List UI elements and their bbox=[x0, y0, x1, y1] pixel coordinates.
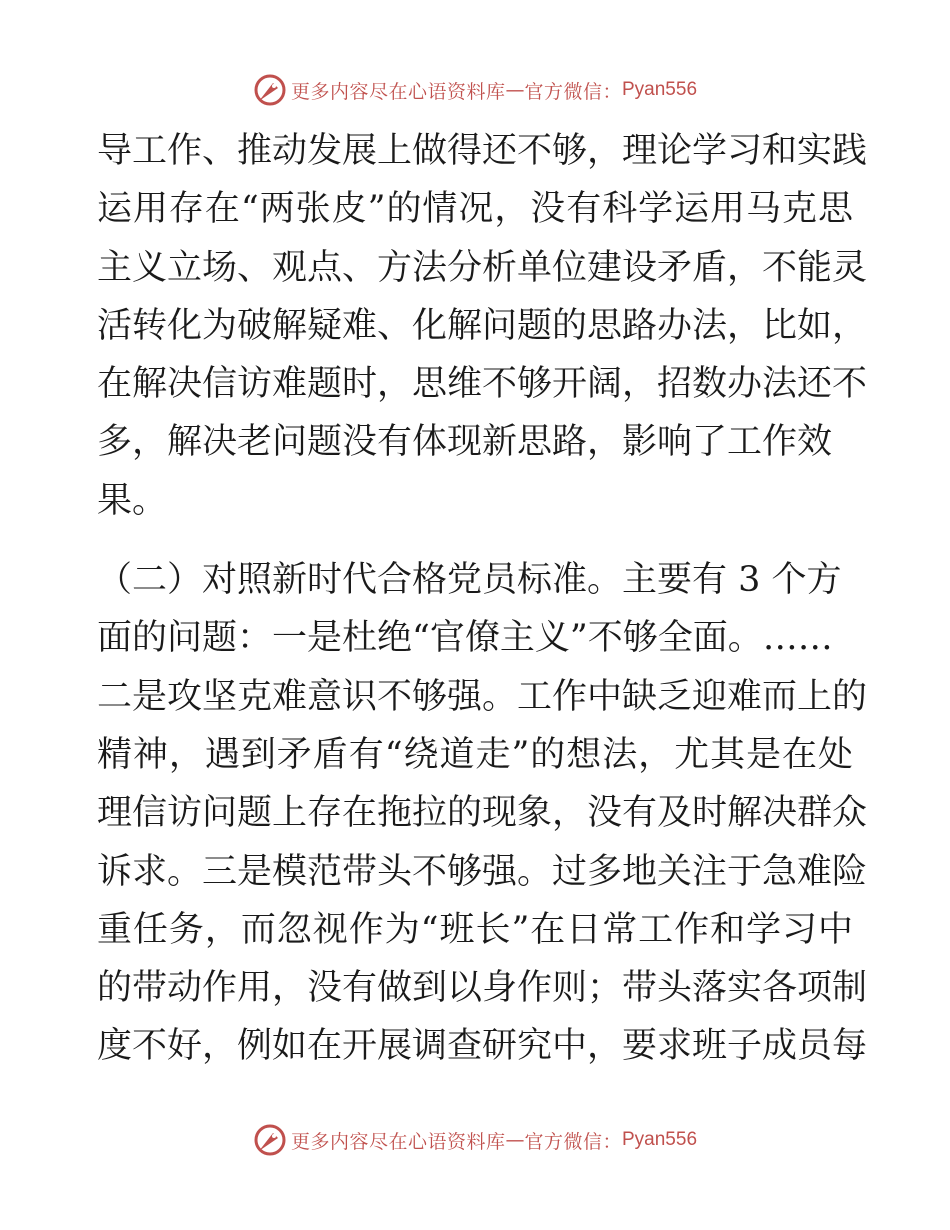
paragraph-1 bbox=[97, 122, 868, 530]
text-line: （二）对照新时代合格党员标准。主要有 3 个方 bbox=[97, 560, 842, 601]
footer-wechat-label: 官方微信： bbox=[524, 1130, 622, 1153]
header-wechat-id: Pyan556 bbox=[622, 79, 698, 100]
header-site-text: 更多内容尽在心语资料库 bbox=[290, 80, 506, 103]
text-line: 诉求。三是模范带头不够强。过多地关注于急难险 bbox=[97, 851, 868, 892]
text-line: 导工作、推动发展上做得还不够，理论学习和实践 bbox=[97, 131, 868, 171]
text-line: 面的问题：一是杜绝“官僚主义”不够全面。…… bbox=[97, 618, 833, 659]
text-line: 多，解决老问题没有体现新思路，影响了工作效 bbox=[97, 422, 833, 463]
footer-site-text: 更多内容尽在心语资料库 bbox=[290, 1130, 506, 1153]
text-line: 度不好，例如在开展调查研究中，要求班子成员每 bbox=[97, 1026, 868, 1067]
text-line: 理信访问题上存在拖拉的现象，没有及时解决群众 bbox=[97, 793, 868, 834]
pen-nib-logo-icon bbox=[253, 73, 287, 107]
header-banner bbox=[0, 70, 950, 110]
text-line: 活转化为破解疑难、化解问题的思路办法，比如， bbox=[97, 305, 868, 346]
paragraph-gap bbox=[97, 530, 853, 551]
text-line: 在解决信访难题时，思维不够开阔，招数办法还不 bbox=[97, 364, 868, 405]
text-line: 主义立场、观点、方法分析单位建设矛盾，不能灵 bbox=[97, 247, 868, 288]
text-line: 运用存在“两张皮”的情况，没有科学运用马克思 bbox=[97, 189, 853, 230]
text-line: 重任务，而忽视作为“班长”在日常工作和学习中 bbox=[97, 909, 853, 950]
header-separator: — bbox=[505, 79, 525, 101]
document-body bbox=[97, 122, 868, 1076]
footer-banner bbox=[0, 1120, 950, 1160]
footer-wechat-id: Pyan556 bbox=[622, 1129, 698, 1150]
footer-separator: — bbox=[505, 1129, 525, 1151]
text-line: 二是攻坚克难意识不够强。工作中缺乏迎难而上的 bbox=[97, 676, 868, 717]
text-line: 果。 bbox=[97, 480, 168, 521]
paragraph-2 bbox=[97, 551, 868, 1076]
header-wechat-label: 官方微信： bbox=[524, 80, 622, 103]
pen-nib-logo-icon bbox=[253, 1123, 287, 1157]
text-line: 的带动作用，没有做到以身作则；带头落实各项制 bbox=[97, 968, 868, 1009]
text-line: 精神，遇到矛盾有“绕道走”的想法，尤其是在处 bbox=[97, 734, 853, 775]
